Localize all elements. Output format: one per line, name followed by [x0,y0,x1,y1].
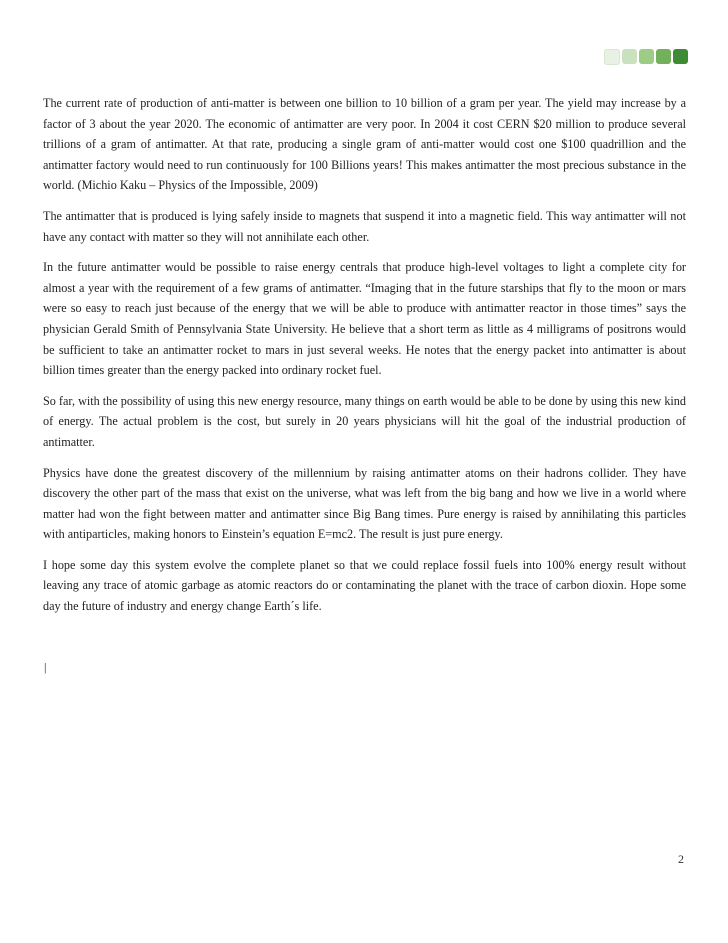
text-cursor[interactable]: | [44,660,47,674]
header-square-2 [622,49,637,64]
paragraph-1: The current rate of production of anti-matter is between one billion to 10 billion of a gram per year. The yield may increase by a factor of 3 about the year 2020. The economic of antimatter are very poor. In 2004 it cost CERN $20 million to produce several trillions of a gram of antimatter. At that rate, producing a single gram of anti-matter would cost one $100 quadrillion and the antimatter factory would need to run continuously for 100 Billions years! This makes antimatter the most precious substance in the world. (Michio Kaku – Physics of the Impossible, 2009) [43,96,686,193]
page-number: 2 [678,852,684,866]
header-decoration [604,49,688,65]
paragraph-2: The antimatter that is produced is lying safely inside to magnets that suspend it into a magnetic field. This way antimatter will not have any contact with matter so they will not annihilate each other. [43,208,686,244]
header-square-1 [604,49,620,65]
document-body [43,93,686,627]
paragraph-4: So far, with the possibility of using this new energy resource, many things on earth would be able to be done by using this new kind of energy. The actual problem is the cost, but surely in 20 years physicians will hit the goal of the industrial production of antimatter. [43,393,686,449]
header-square-4 [656,49,671,64]
header-square-3 [639,49,654,64]
paragraph-3: In the future antimatter would be possible to raise energy centrals that produce high-level voltages to light a complete city for almost a year with the requirement of a few grams of antimatter. “Imaging that in the future starships that fly to the moon or mars were so easy to reach just because of the energy that we will be able to produce with antimatter reactor in those times” says the physician Gerald Smith of Pennsylvania State University. He believe that a short term as little as 4 milligrams of positrons would be sufficient to take an antimatter rocket to mars in just several weeks. He notes that the energy packet into antimatter is about billion times greater than the energy packed into ordinary rocket fuel. [43,260,686,378]
header-square-5 [673,49,688,64]
paragraph-5: Physics have done the greatest discovery of the millennium by raising antimatter atoms on their hadrons collider. They have discovery the other part of the mass that exist on the universe, what was left from the big bang and how we live in a world where matter had won the fight between matter and antimatter since Big Bang times. Pure energy is raised by annihilating this particles with antiparticles, making honors to Einstein’s equation E=mc2. The result is just pure energy. [43,465,686,542]
paragraph-6: I hope some day this system evolve the complete planet so that we could replace fossil fuels into 100% energy result without leaving any trace of atomic garbage as atomic reactors do or contaminating the planet with the trace of carbon dioxin. Hope some day the future of industry and energy change Earth´s life. [43,557,686,614]
